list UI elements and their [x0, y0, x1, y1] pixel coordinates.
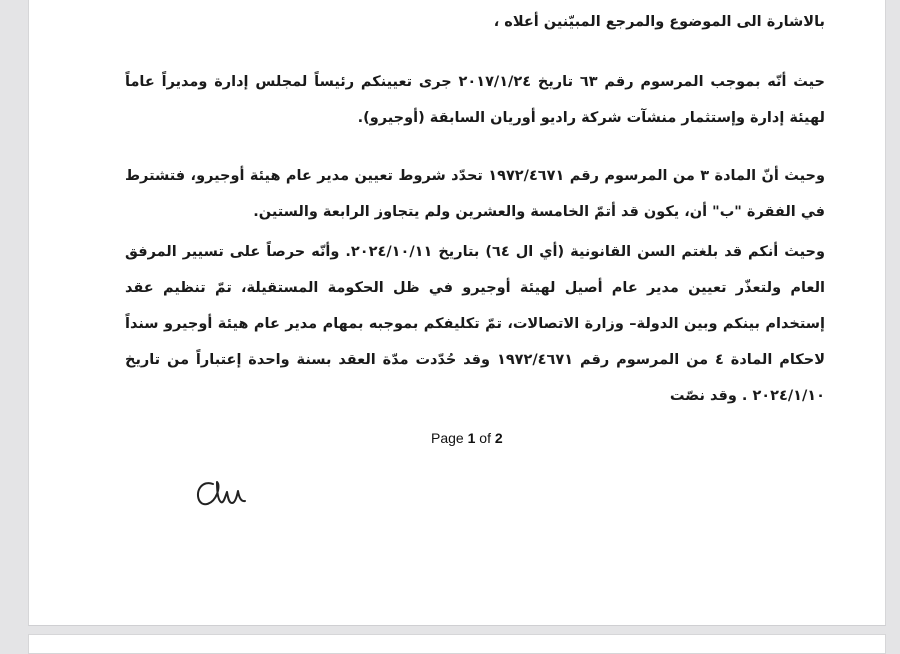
paragraph-3: وحيث أنكم قد بلغتم السن القانونية (أي ال ٦٤) بتاريخ ٢٠٢٤/١٠/١١. وأنّه حرصاً على تسيير المرفق العام ولتعذّر تعيين مدير عام أصيل لهيئة أوجيرو في ظل الحكومة المستقيلة، تمّ تنظيم عقد إستخدام بينكم وبين الدولة– وزارة الاتصالات، تمّ تكليفكم بموجبه بمهام مدير عام هيئة أوجيرو سنداً لاحكام المادة ٤ من المرسوم رقم ١٩٧٢/٤٦٧١ وقد حُدّدت مدّة العقد بسنة واحدة إعتباراً من تاريخ ٢٠٢٤/١/١٠ . وقد نصّت — [125, 244, 826, 404]
total-page-count: 2 — [494, 430, 503, 446]
document-page — [28, 0, 886, 626]
paragraph-1: حيث أنّه بموجب المرسوم رقم ٦٣ تاريخ ٢٠١٧/١/٢٤ جرى تعيينكم رئيساً لمجلس إدارة ومديراً عاماً لهيئة إدارة وإستثمار منشآت شركة راديو أوريان السابقة (أوجيرو). — [125, 74, 825, 126]
of-word: of — [479, 430, 491, 446]
page-number — [431, 430, 503, 446]
page-word: Page — [431, 430, 464, 446]
handwritten-signature — [191, 458, 271, 512]
greeting-line: بالاشارة الى الموضوع والمرجع المبيّنين أعلاه ، — [493, 14, 825, 30]
paragraph-2: وحيث أنّ المادة ٣ من المرسوم رقم ١٩٧٢/٤٦٧١ تحدّد شروط تعيين مدير عام هيئة أوجيرو، فتشترط في الفقرة "ب" أن، يكون قد أتمّ الخامسة والعشرين ولم يتجاوز الرابعة والستين. — [125, 168, 825, 220]
next-page-edge — [28, 634, 886, 654]
current-page-number: 1 — [467, 430, 476, 446]
